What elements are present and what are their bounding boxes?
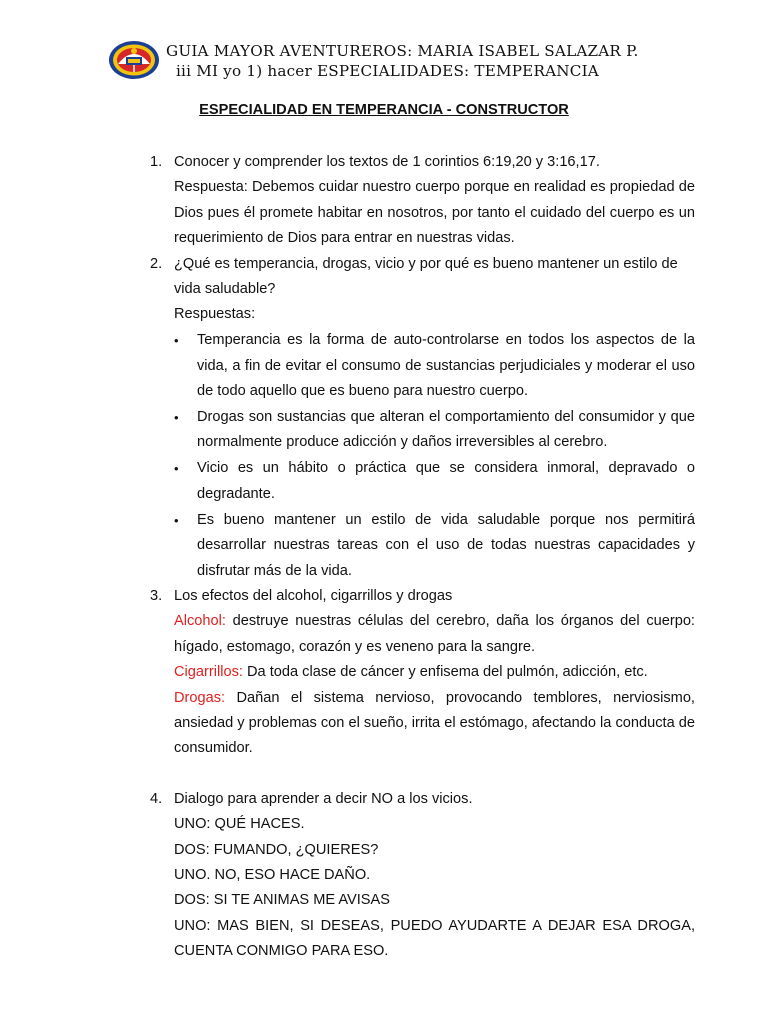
answer-label: Respuestas:	[174, 306, 256, 323]
bullet-icon: •	[174, 333, 179, 349]
adventurers-logo-icon	[108, 40, 160, 80]
item-number: 2.	[150, 255, 163, 272]
list-item-3	[150, 584, 695, 762]
bullet-text: Vicio es un hábito o práctica que se considera inmoral, depravado o degradante.	[197, 460, 695, 502]
dialog-line: DOS: FUMANDO, ¿QUIERES?	[174, 841, 379, 858]
header-line-2: iii MI yo 1) hacer ESPECIALIDADES: TEMPERANCIA	[176, 62, 599, 80]
effect-drogas	[174, 686, 695, 762]
item-question: Dialogo para aprender a decir NO a los vicios.	[174, 790, 473, 807]
dialog-line: UNO. NO, ESO HACE DAÑO.	[174, 866, 371, 883]
bullet-text: Drogas son sustancias que alteran el comportamiento del consumidor y que normalmente produce adicción y daños irreversibles al cerebro.	[197, 409, 695, 451]
bullet-icon: •	[174, 461, 179, 477]
list-item-2	[150, 252, 695, 328]
item-number: 4.	[150, 790, 163, 807]
list-item-1	[150, 150, 695, 252]
item-question: ¿Qué es temperancia, drogas, vicio y por qué es bueno mantener un estilo de vida saludable?	[174, 255, 678, 298]
header-line-1: GUIA MAYOR AVENTUREROS: MARIA ISABEL SALAZAR P.	[166, 42, 639, 60]
spacer	[150, 762, 695, 787]
list-item-4	[150, 787, 695, 965]
effect-cigarrillos	[174, 660, 695, 685]
dialog-line: DOS: SI TE ANIMAS ME AVISAS	[174, 892, 390, 909]
item-question: Los efectos del alcohol, cigarrillos y drogas	[174, 587, 453, 604]
bullet-icon: •	[174, 410, 179, 426]
item-answer: Respuesta: Debemos cuidar nuestro cuerpo porque en realidad es propiedad de Dios pues él promete habitar en nosotros, por tanto el cuidado del cuerpo es un requerimiento de Dios para entrar en nuestras vidas.	[174, 179, 695, 247]
bullet-item	[150, 328, 695, 404]
bullet-item	[150, 508, 695, 584]
item-question: Conocer y comprender los textos de 1 corintios 6:19,20 y 3:16,17.	[174, 154, 600, 170]
effect-alcohol	[174, 609, 695, 660]
effect-label: Drogas:	[174, 689, 226, 706]
effect-text: destruye nuestras células del cerebro, daña los órganos del cuerpo: hígado, estomago, corazón y es veneno para la sangre.	[174, 613, 695, 655]
effect-text: Da toda clase de cáncer y enfisema del pulmón, adicción, etc.	[242, 664, 648, 681]
bullet-text: Es bueno mantener un estilo de vida saludable porque nos permitirá desarrollar nuestras tareas con el uso de todas nuestras capacidades y disfrutar más de la vida.	[197, 511, 695, 579]
bullet-text: Temperancia es la forma de auto-controlarse en todos los aspectos de la vida, a fin de evitar el consumo de sustancias perjudiciales y moderar el uso de todo aquello que es bueno para nuestro cuerpo.	[197, 332, 695, 400]
effect-text: Dañan el sistema nervioso, provocando temblores, nerviosismo, ansiedad y problemas con el sueño, irrita el estómago, afectando la conducta de consumidor.	[174, 689, 695, 757]
dialog-line: UNO: MAS BIEN, SI DESEAS, PUEDO AYUDARTE A DEJAR ESA DROGA, CUENTA CONMIGO PARA ESO.	[174, 917, 695, 960]
effect-label: Cigarrillos:	[174, 664, 243, 681]
item-number: 1.	[150, 154, 163, 170]
bullet-item	[150, 405, 695, 456]
page-title: ESPECIALIDAD EN TEMPERANCIA - CONSTRUCTOR	[199, 102, 569, 118]
item-number: 3.	[150, 587, 163, 604]
document-body	[150, 150, 695, 965]
page-header	[108, 40, 728, 84]
effect-label: Alcohol:	[174, 613, 226, 630]
bullet-item	[150, 456, 695, 507]
bullet-icon: •	[174, 512, 179, 528]
dialog-line: UNO: QUÉ HACES.	[174, 816, 305, 833]
